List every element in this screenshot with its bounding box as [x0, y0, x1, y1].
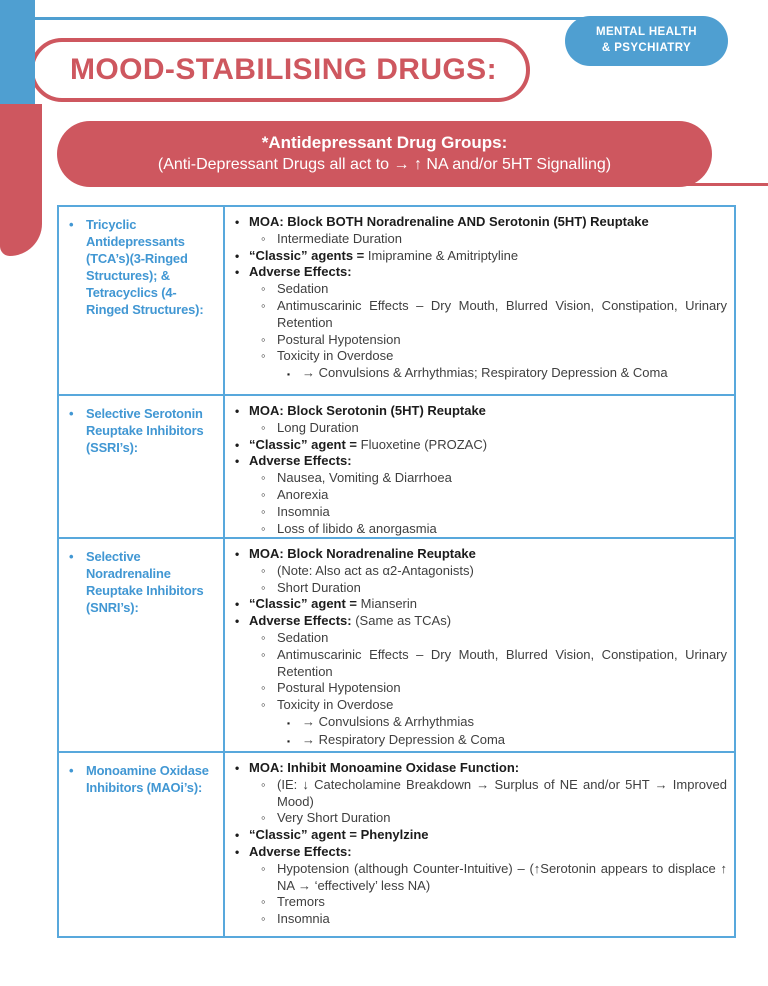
square-bullet-icon: ▪	[287, 369, 291, 380]
detail-text: → Respiratory Depression & Coma	[302, 731, 506, 747]
square-bullet-icon: ▪	[287, 735, 291, 746]
detail-item	[261, 521, 728, 538]
subject-badge	[565, 16, 728, 66]
detail-item	[261, 861, 728, 895]
detail-text: Insomnia	[277, 911, 330, 927]
detail-item	[235, 264, 728, 281]
drug-group-cell	[59, 539, 225, 751]
detail-text: MOA: Block BOTH Noradrenaline AND Serotonin (5HT) Reuptake	[249, 214, 649, 229]
bullet-icon: •	[235, 437, 240, 452]
detail-item	[261, 630, 728, 647]
detail-text: “Classic” agent = Phenylzine	[249, 827, 429, 843]
circle-bullet-icon: ◦	[261, 281, 266, 297]
table-rows	[59, 207, 734, 936]
section-banner-title: *Antidepressant Drug Groups:	[261, 133, 508, 153]
detail-text: Hypotension (although Counter-Intuitive) – (↑Serotonin appears to displace ↑ NA → ‘effectively’ less NA)	[277, 860, 727, 893]
drug-details-cell	[225, 753, 734, 936]
top-left-blue-bar	[0, 0, 35, 104]
detail-item	[261, 420, 728, 437]
detail-item	[235, 760, 728, 777]
drug-group-label: Monoamine Oxidase Inhibitors (MAOi’s):	[86, 763, 209, 795]
detail-text: Loss of libido & anorgasmia	[277, 520, 437, 536]
title-pill	[30, 38, 530, 102]
circle-bullet-icon: ◦	[261, 776, 266, 792]
square-bullet-icon: ▪	[287, 717, 291, 728]
detail-item	[235, 596, 728, 613]
circle-bullet-icon: ◦	[261, 331, 266, 347]
detail-text: Long Duration	[277, 419, 359, 435]
detail-text: Antimuscarinic Effects – Dry Mouth, Blurred Vision, Constipation, Urinary Retention	[277, 297, 727, 330]
page-title: MOOD-STABILISING DRUGS:	[70, 53, 497, 86]
detail-item	[261, 563, 728, 580]
detail-text: (IE: ↓ Catecholamine Breakdown → Surplus of NE and/or 5HT → Improved Mood)	[277, 776, 727, 809]
detail-item	[261, 647, 728, 681]
drug-group-label: Tricyclic Antidepressants (TCA’s)(3-Ringed Structures); & Tetracyclics (4-Ringed Structures):	[86, 217, 204, 317]
circle-bullet-icon: ◦	[261, 646, 266, 662]
detail-item	[235, 403, 728, 420]
detail-item	[261, 911, 728, 928]
circle-bullet-icon: ◦	[261, 348, 266, 364]
circle-bullet-icon: ◦	[261, 486, 266, 502]
circle-bullet-icon: ◦	[261, 297, 266, 313]
circle-bullet-icon: ◦	[261, 629, 266, 645]
detail-item	[261, 231, 728, 248]
drug-group-cell	[59, 396, 225, 537]
detail-text: Postural Hypotension	[277, 331, 401, 347]
detail-item	[287, 714, 728, 732]
table-row	[59, 394, 734, 537]
detail-item	[261, 894, 728, 911]
bullet-icon: •	[235, 404, 240, 418]
detail-text: Insomnia	[277, 503, 330, 519]
circle-bullet-icon: ◦	[261, 419, 266, 435]
circle-bullet-icon: ◦	[261, 911, 266, 927]
detail-text: “Classic” agent = Fluoxetine (PROZAC)	[249, 436, 488, 452]
drug-details-cell	[225, 396, 734, 537]
bullet-icon: •	[235, 454, 240, 469]
detail-item	[261, 298, 728, 332]
detail-item	[261, 487, 728, 504]
detail-text: Antimuscarinic Effects – Dry Mouth, Blurred Vision, Constipation, Urinary Retention	[277, 646, 727, 679]
detail-item	[235, 844, 728, 861]
circle-bullet-icon: ◦	[261, 579, 266, 595]
bullet-icon: •	[69, 549, 74, 564]
detail-text: Adverse Effects:	[249, 453, 352, 469]
detail-item	[235, 453, 728, 470]
detail-text: (Note: Also act as α2-Antagonists)	[277, 562, 474, 578]
bullet-icon: •	[69, 217, 74, 232]
detail-text: MOA: Block Serotonin (5HT) Reuptake	[249, 403, 486, 418]
table-row	[59, 751, 734, 936]
drug-group-cell	[59, 753, 225, 936]
bullet-icon: •	[235, 547, 240, 561]
section-banner	[57, 121, 712, 187]
detail-text: Toxicity in Overdose	[277, 697, 394, 713]
detail-text: Adverse Effects: (Same as TCAs)	[249, 613, 452, 629]
circle-bullet-icon: ◦	[261, 697, 266, 713]
detail-text: Anorexia	[277, 486, 329, 502]
detail-text: Short Duration	[277, 579, 361, 595]
detail-item	[261, 697, 728, 714]
top-blue-rule	[30, 17, 590, 20]
circle-bullet-icon: ◦	[261, 470, 266, 486]
bullet-icon: •	[235, 265, 240, 280]
section-banner-subtitle: (Anti-Depressant Drugs all act to → ↑ NA and/or 5HT Signalling)	[157, 156, 612, 174]
circle-bullet-icon: ◦	[261, 860, 266, 876]
detail-item	[261, 281, 728, 298]
bullet-icon: •	[235, 614, 240, 629]
circle-bullet-icon: ◦	[261, 894, 266, 910]
detail-text: MOA: Inhibit Monoamine Oxidase Function:	[249, 760, 520, 775]
circle-bullet-icon: ◦	[261, 810, 266, 826]
bullet-icon: •	[69, 406, 74, 421]
subject-badge-line2: & PSYCHIATRY	[601, 42, 692, 54]
circle-bullet-icon: ◦	[261, 562, 266, 578]
drug-details-cell	[225, 539, 734, 751]
detail-text: Nausea, Vomiting & Diarrhoea	[277, 470, 452, 486]
detail-item	[261, 332, 728, 349]
detail-item	[235, 827, 728, 844]
detail-item	[235, 214, 728, 231]
detail-item	[235, 437, 728, 454]
bullet-icon: •	[235, 597, 240, 612]
bullet-icon: •	[235, 761, 240, 775]
detail-text: MOA: Block Noradrenaline Reuptake	[249, 546, 476, 561]
detail-text: Sedation	[277, 281, 329, 297]
detail-item	[261, 810, 728, 827]
circle-bullet-icon: ◦	[261, 680, 266, 696]
detail-text: Postural Hypotension	[277, 680, 401, 696]
table-row	[59, 537, 734, 751]
top-left-red-bar	[0, 104, 42, 256]
bullet-icon: •	[69, 763, 74, 778]
antidepressant-table	[57, 205, 736, 938]
table-row	[59, 207, 734, 394]
detail-text: Sedation	[277, 629, 329, 645]
bullet-icon: •	[235, 215, 240, 229]
detail-item	[261, 680, 728, 697]
detail-text: → Convulsions & Arrhythmias; Respiratory Depression & Coma	[302, 365, 668, 381]
drug-group-label: Selective Serotonin Reuptake Inhibitors (SSRI’s):	[86, 406, 204, 455]
detail-text: “Classic” agent = Mianserin	[249, 596, 417, 612]
detail-item	[287, 365, 728, 383]
detail-item	[235, 613, 728, 630]
detail-item	[235, 248, 728, 265]
detail-text: Intermediate Duration	[277, 230, 403, 246]
circle-bullet-icon: ◦	[261, 503, 266, 519]
detail-item	[261, 504, 728, 521]
drug-group-label: Selective Noradrenaline Reuptake Inhibitors (SNRI’s):	[86, 549, 204, 615]
drug-group-cell	[59, 207, 225, 394]
detail-item	[235, 546, 728, 563]
detail-item	[261, 470, 728, 487]
bullet-icon: •	[235, 248, 240, 263]
detail-text: Adverse Effects:	[249, 843, 352, 859]
detail-text: → Convulsions & Arrhythmias	[302, 713, 474, 729]
bullet-icon: •	[235, 828, 240, 843]
detail-text: Very Short Duration	[277, 810, 391, 826]
detail-text: Toxicity in Overdose	[277, 348, 394, 364]
bullet-icon: •	[235, 844, 240, 859]
detail-text: Tremors	[277, 894, 325, 910]
detail-item	[261, 348, 728, 365]
detail-item	[261, 777, 728, 811]
detail-item	[261, 580, 728, 597]
subject-badge-line1: MENTAL HEALTH	[595, 26, 698, 39]
detail-text: Adverse Effects:	[249, 264, 352, 280]
circle-bullet-icon: ◦	[261, 520, 266, 536]
detail-text: “Classic” agents = Imipramine & Amitriptyline	[249, 247, 519, 263]
circle-bullet-icon: ◦	[261, 230, 266, 246]
drug-details-cell	[225, 207, 734, 394]
detail-item	[287, 732, 728, 750]
